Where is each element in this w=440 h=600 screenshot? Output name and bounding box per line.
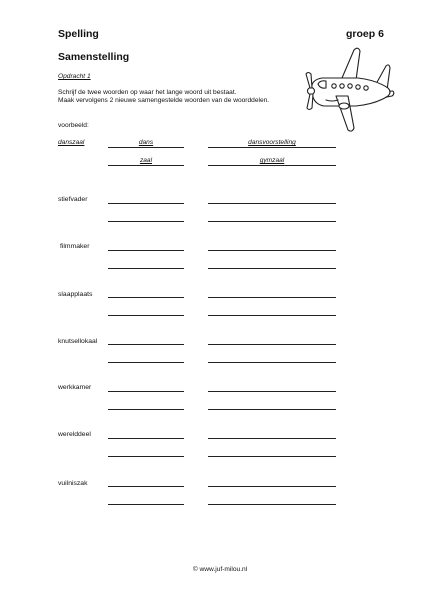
answer-line[interactable] bbox=[108, 221, 184, 222]
footer-credit: © www.juf-milou.nl bbox=[192, 566, 248, 573]
answer-line[interactable] bbox=[108, 344, 184, 345]
answer-line bbox=[108, 147, 184, 148]
section-title: Samenstelling bbox=[58, 51, 130, 63]
answer-line[interactable] bbox=[108, 456, 184, 457]
example-label: voorbeeld: bbox=[58, 122, 89, 129]
answer-line[interactable] bbox=[108, 438, 184, 439]
answer-line[interactable] bbox=[208, 315, 336, 316]
word-label: vuilniszak bbox=[58, 480, 88, 487]
answer-line[interactable] bbox=[108, 315, 184, 316]
answer-line[interactable] bbox=[108, 297, 184, 298]
word-label: filmmaker bbox=[60, 243, 90, 250]
answer-line[interactable] bbox=[108, 504, 184, 505]
word-label: werelddeel bbox=[58, 431, 91, 438]
answer-line[interactable] bbox=[108, 250, 184, 251]
instruction-line-1: Schrijf de twee woorden op waar het lange woord uit bestaat. bbox=[58, 89, 237, 96]
example-part-1: dans bbox=[138, 139, 154, 146]
word-label: slaapplaats bbox=[58, 291, 93, 298]
answer-line bbox=[208, 147, 336, 148]
answer-line bbox=[208, 165, 336, 166]
answer-line[interactable] bbox=[208, 250, 336, 251]
header-group: groep 6 bbox=[346, 28, 384, 40]
answer-line[interactable] bbox=[108, 391, 184, 392]
instruction-line-2: Maak vervolgens 2 nieuwe samengestelde woorden van de woorddelen. bbox=[58, 97, 270, 104]
answer-line[interactable] bbox=[208, 504, 336, 505]
answer-line bbox=[108, 165, 184, 166]
example-part-2: zaal bbox=[139, 157, 153, 164]
header-subject: Spelling bbox=[58, 28, 99, 40]
answer-line[interactable] bbox=[108, 268, 184, 269]
example-word: danszaal bbox=[58, 139, 85, 146]
answer-line[interactable] bbox=[208, 221, 336, 222]
answer-line[interactable] bbox=[208, 391, 336, 392]
answer-line[interactable] bbox=[208, 362, 336, 363]
answer-line[interactable] bbox=[208, 409, 336, 410]
answer-line[interactable] bbox=[208, 268, 336, 269]
example-new-word-2: gymzaal bbox=[259, 157, 285, 164]
answer-line[interactable] bbox=[208, 203, 336, 204]
answer-line[interactable] bbox=[208, 344, 336, 345]
answer-line[interactable] bbox=[108, 409, 184, 410]
answer-line[interactable] bbox=[108, 486, 184, 487]
assignment-label: Opdracht 1 bbox=[58, 73, 91, 80]
answer-line[interactable] bbox=[208, 456, 336, 457]
word-label: knutsellokaal bbox=[58, 338, 98, 345]
answer-line[interactable] bbox=[108, 362, 184, 363]
answer-line[interactable] bbox=[208, 486, 336, 487]
airplane-icon bbox=[296, 44, 396, 136]
answer-line[interactable] bbox=[108, 203, 184, 204]
word-label: stiefvader bbox=[58, 196, 88, 203]
answer-line[interactable] bbox=[208, 438, 336, 439]
word-label: werkkamer bbox=[58, 384, 92, 391]
example-new-word-1: dansvoorstelling bbox=[248, 139, 296, 146]
answer-line[interactable] bbox=[208, 297, 336, 298]
